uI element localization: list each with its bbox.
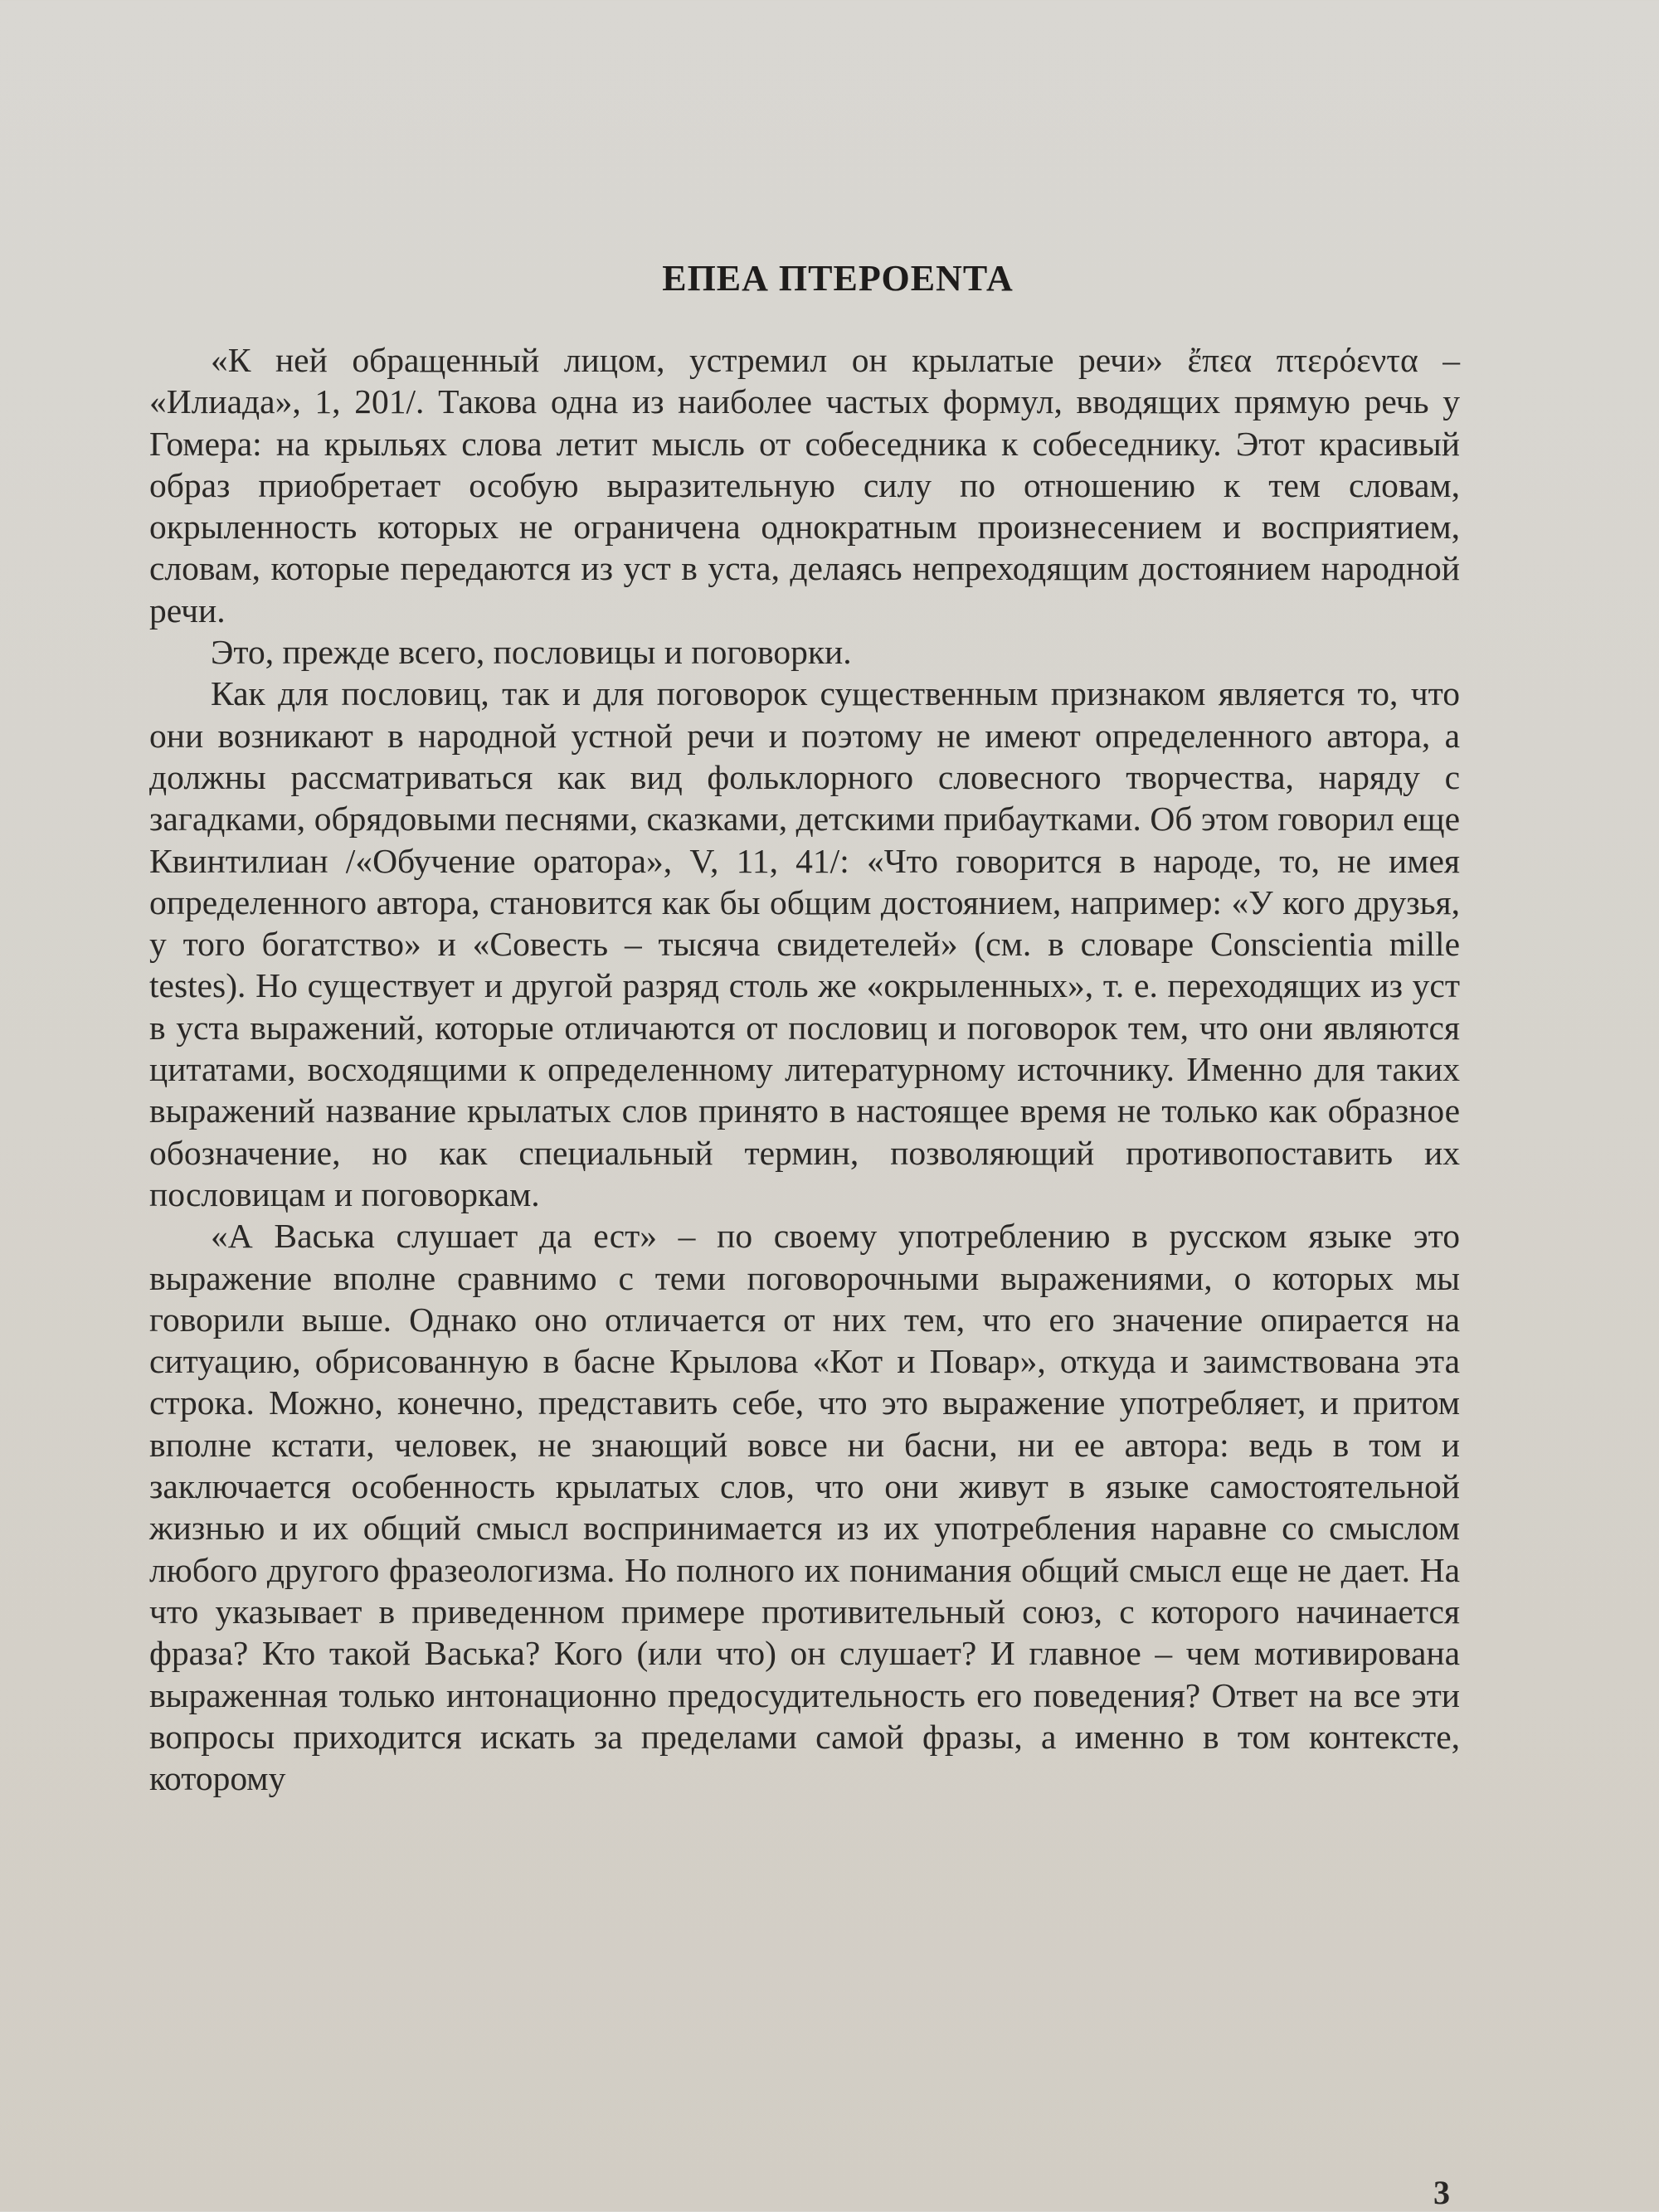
paragraph-3: Как для пословиц, так и для поговорок существенным признаком является то, что они возникают в народной устной речи и поэтому не имеют определенного автора, а должны рассматриваться как вид фольклорного словесного творчества, наряду с загадками, обрядовыми песнями, сказками, детскими прибаутками. Об этом говорил еще Квинтилиан /«Обучение оратора», V, 11, 41/: «Что говорится в народе, то, не имея определенного автора, становится как бы общим достоянием, например: «У кого друзья, у того богатство» и «Совесть – тысяча свидетелей» (см. в словаре Conscientia mille testes). Но существует и другой разряд столь же «окрыленных», т. е. переходящих из уст в уста выражений, которые отличаются от пословиц и поговорок тем, что они являются цитатами, восходящими к определенному литературному источнику. Именно для таких выражений название крылатых слов принято в настоящее время не только как образное обозначение, но как специальный термин, позволяющий противопоставить их пословицам и поговоркам. bbox=[149, 674, 1460, 1213]
page-number: 3 bbox=[1433, 2174, 1450, 2211]
paragraph-2: Это, прежде всего, пословицы и поговорки. bbox=[211, 633, 852, 672]
paragraph-1: «К ней обращенный лицом, устремил он крылатые речи» ἔπεα πτερόεντα – «Илиада», 1, 201/. Такова одна из наиболее частых формул, вводящих прямую речь у Гомера: на крыльях слова летит мысль от собеседника к собеседнику. Этот красивый образ приобретает особую выразительную силу по отношению к тем словам, окрыленность которых не ограничена однократным произнесением и восприятием, словам, которые передаются из уст в уста, делаясь непреходящим достоянием народной речи. bbox=[149, 341, 1460, 630]
page-body bbox=[149, 257, 1460, 1799]
paragraph-4: «А Васька слушает да ест» – по своему употреблению в русском языке это выражение вполне сравнимо с теми поговорочными выражениями, о которых мы говорили выше. Однако оно отличается от них тем, что его значение опирается на ситуацию, обрисованную в басне Крылова «Кот и Повар», откуда и заимствована эта строка. Можно, конечно, представить себе, что это выражение употребляет, и притом вполне кстати, человек, не знающий вовсе ни басни, ни ее автора: ведь в том и заключается особенность крылатых слов, что они живут в языке самостоятельной жизнью и их общий смысл воспринимается из их употребления наравне со смыслом любого другого фразеологизма. Но полного их понимания общий смысл еще не дает. На что указывает в приведенном примере противительный союз, с которого начинается фраза? Кто такой Васька? Кого (или что) он слушает? И главное – чем мотивирована выраженная только интонационно предосудительность его поведения? Ответ на все эти вопросы приходится искать за пределами самой фразы, а именно в том контексте, которому bbox=[149, 1217, 1460, 1798]
page-title: ЕПЕА ПТЕРОЕNТА bbox=[662, 258, 1014, 299]
